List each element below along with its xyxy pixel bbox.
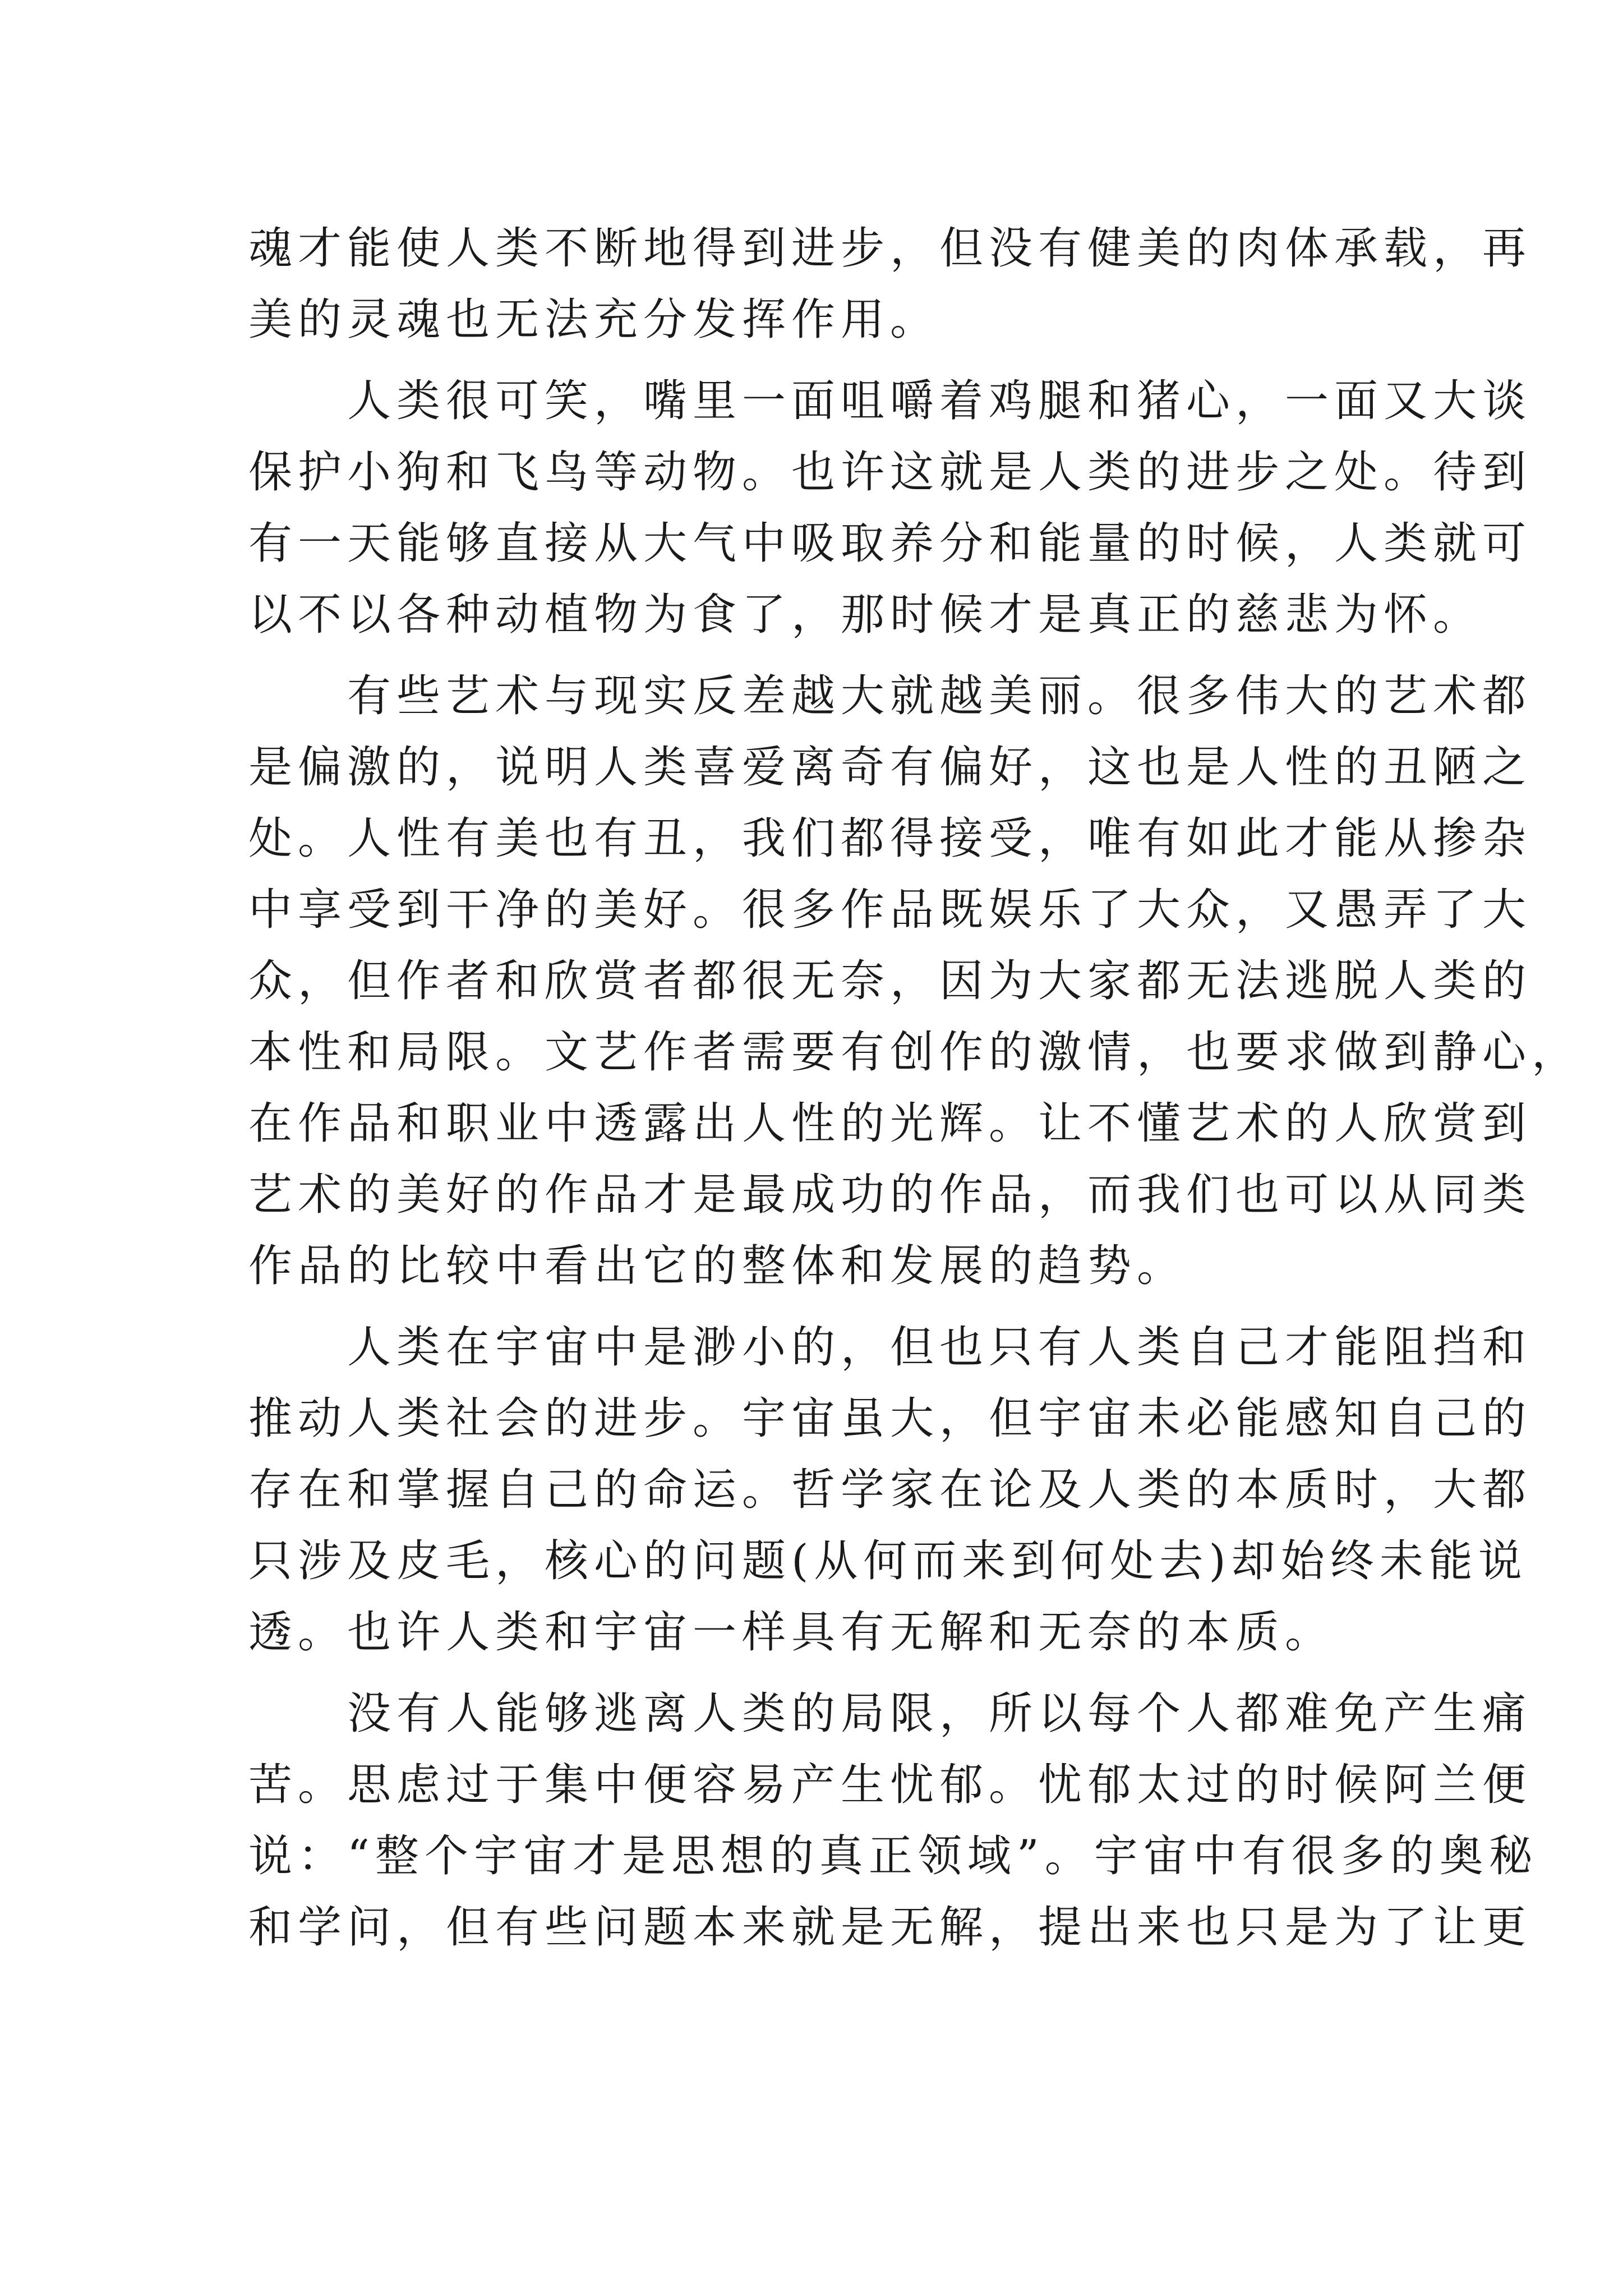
text-line: 保护小狗和飞鸟等动物。也许这就是人类的进步之处。待到 — [248, 447, 1532, 498]
text-line: 作品的比较中看出它的整体和发展的趋势。 — [248, 1241, 1187, 1291]
text-line: 魂才能使人类不断地得到进步，但没有健美的肉体承载，再 — [248, 223, 1532, 274]
text-line: 美的灵魂也无法充分发挥作用。 — [248, 295, 940, 345]
text-line: 和学问，但有些问题本来就是无解，提出来也只是为了让更 — [248, 1902, 1532, 1953]
text-line: 在作品和职业中透露出人性的光辉。让不懂艺术的人欣赏到 — [248, 1098, 1532, 1149]
paragraph-gap — [248, 1668, 1376, 1678]
text-line: 说：“整个宇宙才是思想的真正领域”。宇宙中有很多的奥秘 — [248, 1831, 1538, 1881]
text-line: 中享受到干净的美好。很多作品既娱乐了大众，又愚弄了大 — [248, 885, 1532, 935]
paragraph-5 — [248, 1678, 1538, 1963]
paragraph-1 — [248, 213, 1532, 356]
text-line: 苦。思虑过于集中便容易产生忧郁。忧郁太过的时候阿兰便 — [248, 1760, 1532, 1810]
text-line: 处。人性有美也有丑，我们都得接受，唯有如此才能从掺杂 — [248, 813, 1532, 864]
text-line: 存在和掌握自己的命运。哲学家在论及人类的本质时，大都 — [248, 1465, 1532, 1515]
body-text — [248, 213, 1581, 1963]
paragraph-4 — [248, 1312, 1532, 1668]
text-line: 本性和局限。文艺作者需要有创作的激情，也要求做到静心， — [248, 1027, 1581, 1078]
text-line: 有一天能够直接从大气中吸取养分和能量的时候，人类就可 — [248, 518, 1532, 569]
text-line: 人类很可笑，嘴里一面咀嚼着鸡腿和猪心，一面又大谈 — [347, 376, 1532, 426]
text-line: 有些艺术与现实反差越大就越美丽。很多伟大的艺术都 — [347, 671, 1532, 721]
text-line: 人类在宇宙中是渺小的，但也只有人类自己才能阻挡和 — [347, 1322, 1532, 1373]
text-line: 众，但作者和欣赏者都很无奈，因为大家都无法逃脱人类的 — [248, 956, 1532, 1006]
text-line: 推动人类社会的进步。宇宙虽大，但宇宙未必能感知自己的 — [248, 1393, 1532, 1444]
text-line: 透。也许人类和宇宙一样具有无解和无奈的本质。 — [248, 1607, 1335, 1658]
paragraph-gap — [248, 651, 1376, 661]
text-line: 艺术的美好的作品才是最成功的作品，而我们也可以从同类 — [248, 1170, 1532, 1220]
text-line: 是偏激的，说明人类喜爱离奇有偏好，这也是人性的丑陋之 — [248, 742, 1532, 793]
paragraph-gap — [248, 1302, 1376, 1312]
paragraph-2 — [248, 366, 1532, 651]
text-line: 以不以各种动植物为食了，那时候才是真正的慈悲为怀。 — [248, 590, 1483, 640]
paragraph-3 — [248, 661, 1581, 1302]
text-line: 只涉及皮毛，核心的问题(从何而来到何处去)却始终未能说 — [248, 1536, 1528, 1586]
text-line: 没有人能够逃离人类的局限，所以每个人都难免产生痛 — [347, 1688, 1532, 1739]
paragraph-gap — [248, 356, 1376, 366]
